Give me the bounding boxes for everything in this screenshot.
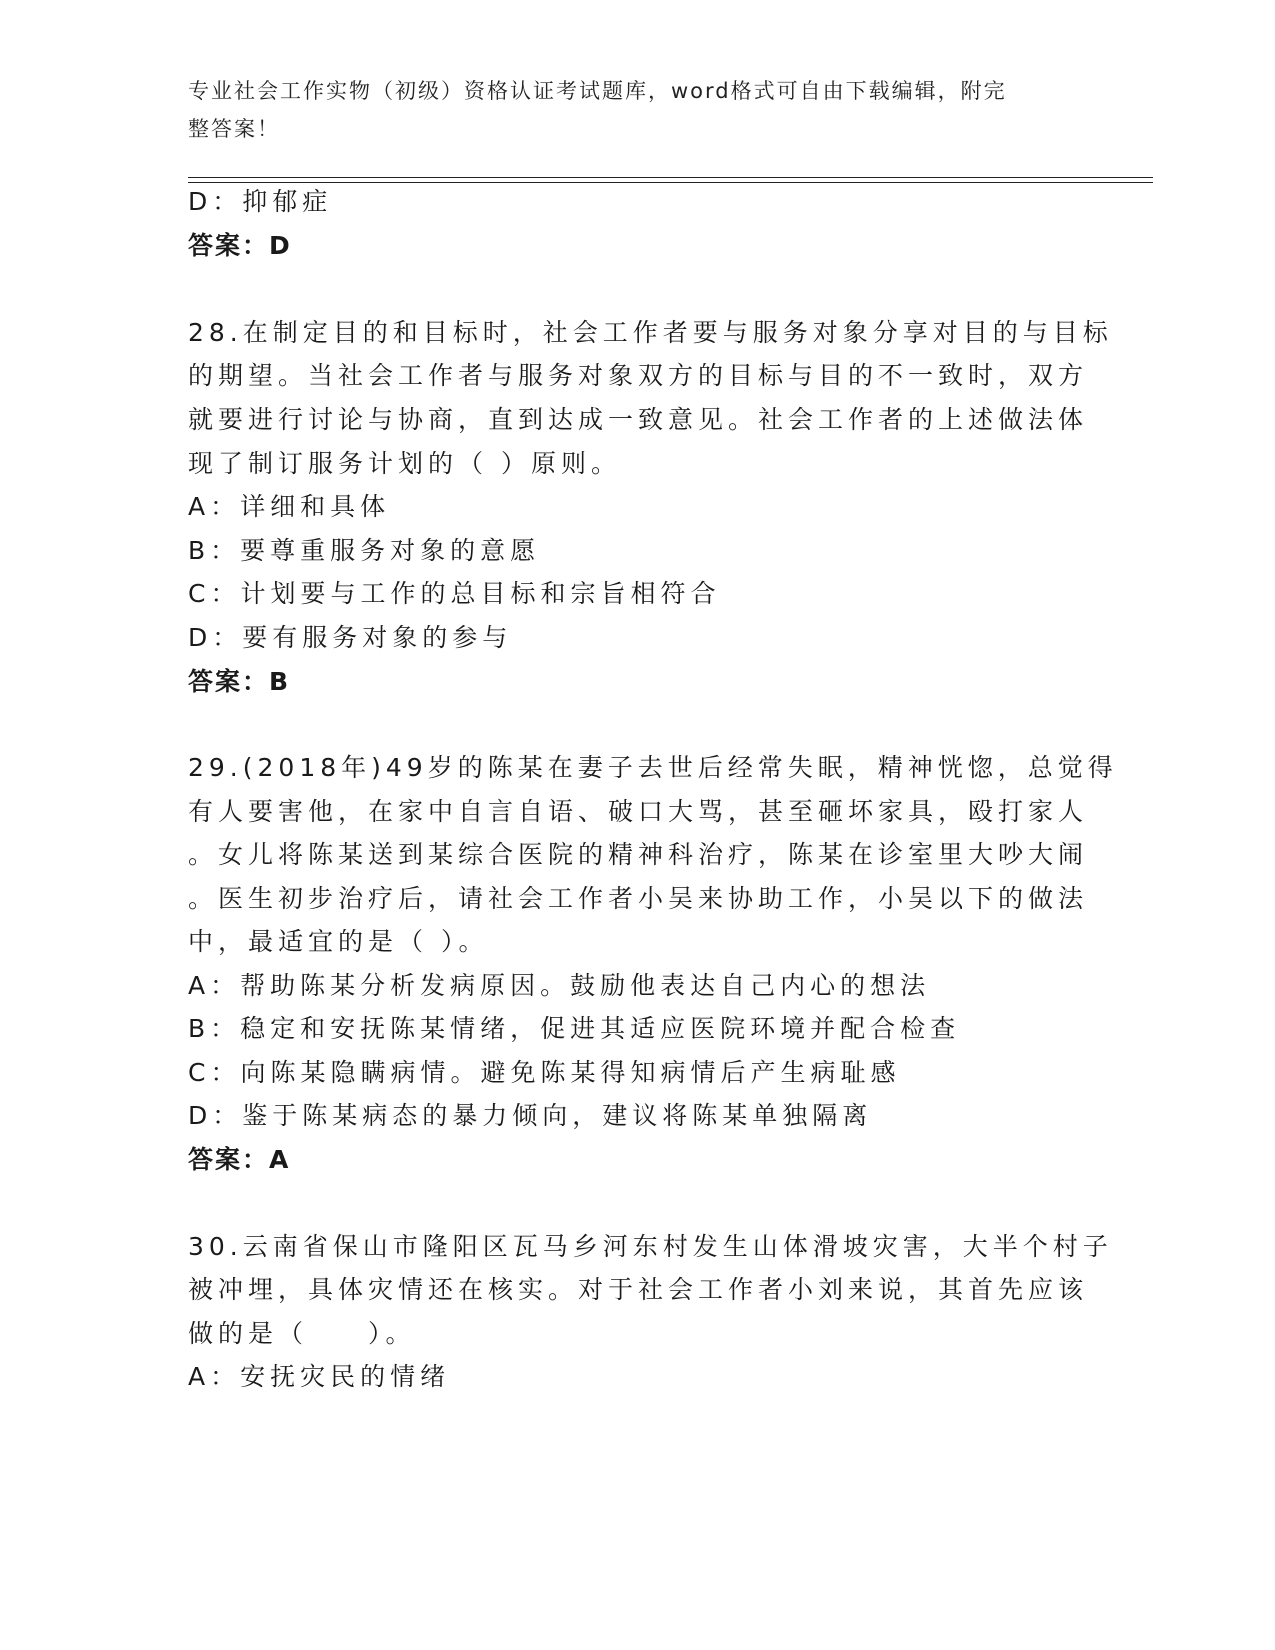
q29-option-c: C：向陈某隐瞒病情。避免陈某得知病情后产生病耻感 bbox=[188, 1058, 901, 1087]
q29-stem-line-3: 。女儿将陈某送到某综合医院的精神科治疗，陈某在诊室里大吵大闹 bbox=[188, 840, 1089, 869]
q29-stem-line-4: 。医生初步治疗后，请社会工作者小吴来协助工作，小吴以下的做法 bbox=[188, 884, 1089, 913]
header-rule-top bbox=[188, 177, 1153, 178]
header-line-1: 专业社会工作实物（初级）资格认证考试题库，word格式可自由下载编辑，附完 bbox=[188, 79, 1007, 103]
q30-stem-line-1: 30.云南省保山市隆阳区瓦马乡河东村发生山体滑坡灾害，大半个村子 bbox=[188, 1232, 1113, 1261]
q30-stem-line-2: 被冲埋，具体灾情还在核实。对于社会工作者小刘来说，其首先应该 bbox=[188, 1275, 1089, 1304]
q28-stem-line-3: 就要进行讨论与协商，直到达成一致意见。社会工作者的上述做法体 bbox=[188, 405, 1089, 434]
q29-stem-line-1: 29.(2018年)49岁的陈某在妻子去世后经常失眠，精神恍惚，总觉得 bbox=[188, 753, 1118, 782]
q30-option-a: A：安抚灾民的情绪 bbox=[188, 1362, 451, 1391]
q28-option-d: D：要有服务对象的参与 bbox=[188, 623, 513, 652]
q29-stem-line-5: 中，最适宜的是（ ）。 bbox=[188, 927, 489, 956]
q28-stem-line-2: 的期望。当社会工作者与服务对象双方的目标与目的不一致时，双方 bbox=[188, 361, 1089, 390]
q28-stem-line-1: 28.在制定目的和目标时，社会工作者要与服务对象分享对目的与目标 bbox=[188, 318, 1113, 347]
q28-option-b: B：要尊重服务对象的意愿 bbox=[188, 536, 541, 565]
q29-option-a: A：帮助陈某分析发病原因。鼓励他表达自己内心的想法 bbox=[188, 971, 931, 1000]
header-line-2: 整答案！ bbox=[188, 117, 280, 141]
q30-stem-line-3: 做的是（ ）。 bbox=[188, 1319, 416, 1348]
q28-answer: 答案：B bbox=[188, 667, 291, 696]
q27-option-d: D：抑郁症 bbox=[188, 187, 333, 216]
document-header bbox=[188, 72, 1078, 148]
q29-answer: 答案：A bbox=[188, 1145, 291, 1174]
q27-answer: 答案：D bbox=[188, 231, 292, 260]
q28-option-c: C：计划要与工作的总目标和宗旨相符合 bbox=[188, 579, 721, 608]
q29-option-b: B：稳定和安抚陈某情绪，促进其适应医院环境并配合检查 bbox=[188, 1014, 961, 1043]
q29-option-d: D：鉴于陈某病态的暴力倾向，建议将陈某单独隔离 bbox=[188, 1101, 873, 1130]
q28-option-a: A：详细和具体 bbox=[188, 492, 391, 521]
header-rule-bottom bbox=[188, 182, 1153, 183]
q28-stem-line-4: 现了制订服务计划的（ ）原则。 bbox=[188, 449, 621, 478]
q29-stem-line-2: 有人要害他，在家中自言自语、破口大骂，甚至砸坏家具，殴打家人 bbox=[188, 797, 1089, 826]
